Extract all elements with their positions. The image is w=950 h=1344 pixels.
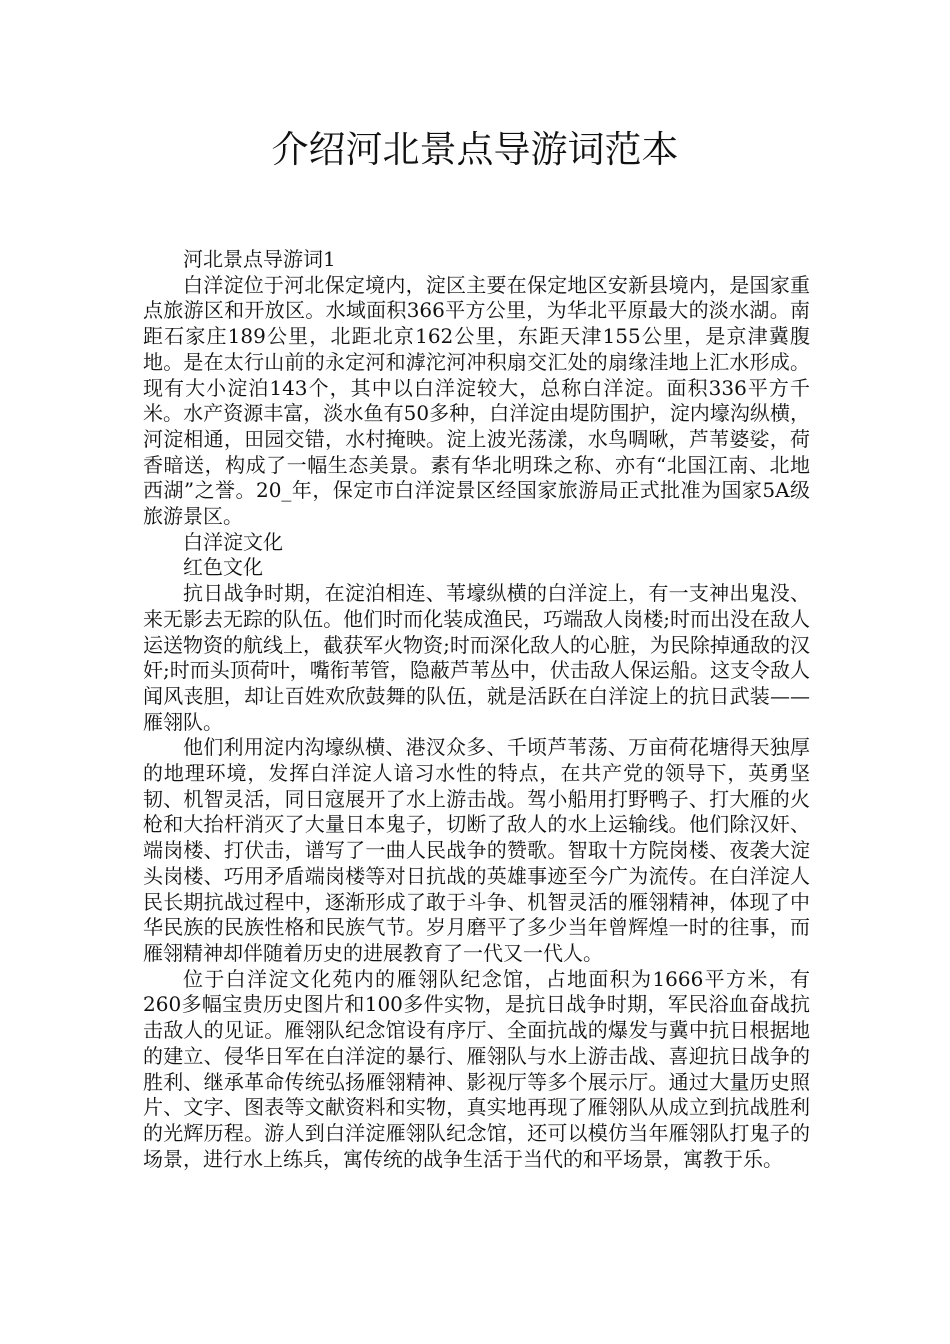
paragraph: 他们利用淀内沟壕纵横、港汊众多、千顷芦苇荡、万亩荷花塘得天独厚的地理环境，发挥白洋淀人谙习水性的特点，在共产党的领导下，英勇坚韧、机智灵活，同日寇展开了水上游击战。驾小船用打野鸭子、打大雁的火枪和大抬杆消灭了大量日本鬼子，切断了敌人的水上运输线。他们除汉奸、端岗楼、打伏击，谱写了一曲人民战争的赞歌。智取十方院岗楼、夜袭大淀头岗楼、巧用矛盾端岗楼等对日抗战的英雄事迹至今广为流传。在白洋淀人民长期抗战过程中，逐渐形成了敢于斗争、机智灵活的雁翎精神，体现了中华民族的民族性格和民族气节。岁月磨平了多少当年曾辉煌一时的往事，而雁翎精神却伴随着历史的进展教育了一代又一代人。 [143, 735, 810, 965]
document-body [143, 247, 810, 1172]
section-heading: 河北景点导游词1 [183, 247, 336, 271]
subsection-heading: 红色文化 [183, 555, 263, 580]
paragraph: 抗日战争时期，在淀泊相连、苇壕纵横的白洋淀上，有一支神出鬼没、来无影去无踪的队伍。他们时而化装成渔民，巧端敌人岗楼;时而出没在敌人运送物资的航线上，截获军火物资;时而深化敌人的心脏，为民除掉通敌的汉奸;时而头顶荷叶，嘴衔苇管，隐蔽芦苇丛中，伏击敌人保运船。这支令敌人闻风丧胆，却让百姓欢欣鼓舞的队伍，就是活跃在白洋淀上的抗日武装——雁翎队。 [143, 581, 810, 734]
subsection-heading: 白洋淀文化 [183, 529, 283, 554]
document-title: 介绍河北景点导游词范本 [271, 128, 679, 171]
paragraph: 位于白洋淀文化苑内的雁翎队纪念馆，占地面积为1666平方米，有260多幅宝贵历史图片和100多件实物，是抗日战争时期，军民浴血奋战抗击敌人的见证。雁翎队纪念馆设有序厅、全面抗战的爆发与冀中抗日根据地的建立、侵华日军在白洋淀的暴行、雁翎队与水上游击战、喜迎抗日战争的胜利、继承革命传统弘扬雁翎精神、影视厅等多个展示厅。通过大量历史照片、文字、图表等文献资料和实物，真实地再现了雁翎队从成立到抗战胜利的光辉历程。游人到白洋淀雁翎队纪念馆，还可以模仿当年雁翎队打鬼子的场景，进行水上练兵，寓传统的战争生活于当代的和平场景，寓教于乐。 [143, 966, 810, 1171]
paragraph: 白洋淀位于河北保定境内，淀区主要在保定地区安新县境内，是国家重点旅游区和开放区。水域面积366平方公里，为华北平原最大的淡水湖。南距石家庄189公里，北距北京162公里，东距天津155公里，是京津冀腹地。是在太行山前的永定河和滹沱河冲积扇交汇处的扇缘洼地上汇水形成。现有大小淀泊143个，其中以白洋淀较大，总称白洋淀。面积336平方千米。水产资源丰富，淡水鱼有50多种，白洋淀由堤防围护，淀内壕沟纵横，河淀相通，田园交错，水村掩映。淀上波光荡漾，水鸟啁啾，芦苇婆娑，荷香暗送，构成了一幅生态美景。素有华北明珠之称、亦有“北国江南、北地西湖”之誉。20_年，保定市白洋淀景区经国家旅游局正式批准为国家5A级旅游景区。 [143, 272, 810, 529]
